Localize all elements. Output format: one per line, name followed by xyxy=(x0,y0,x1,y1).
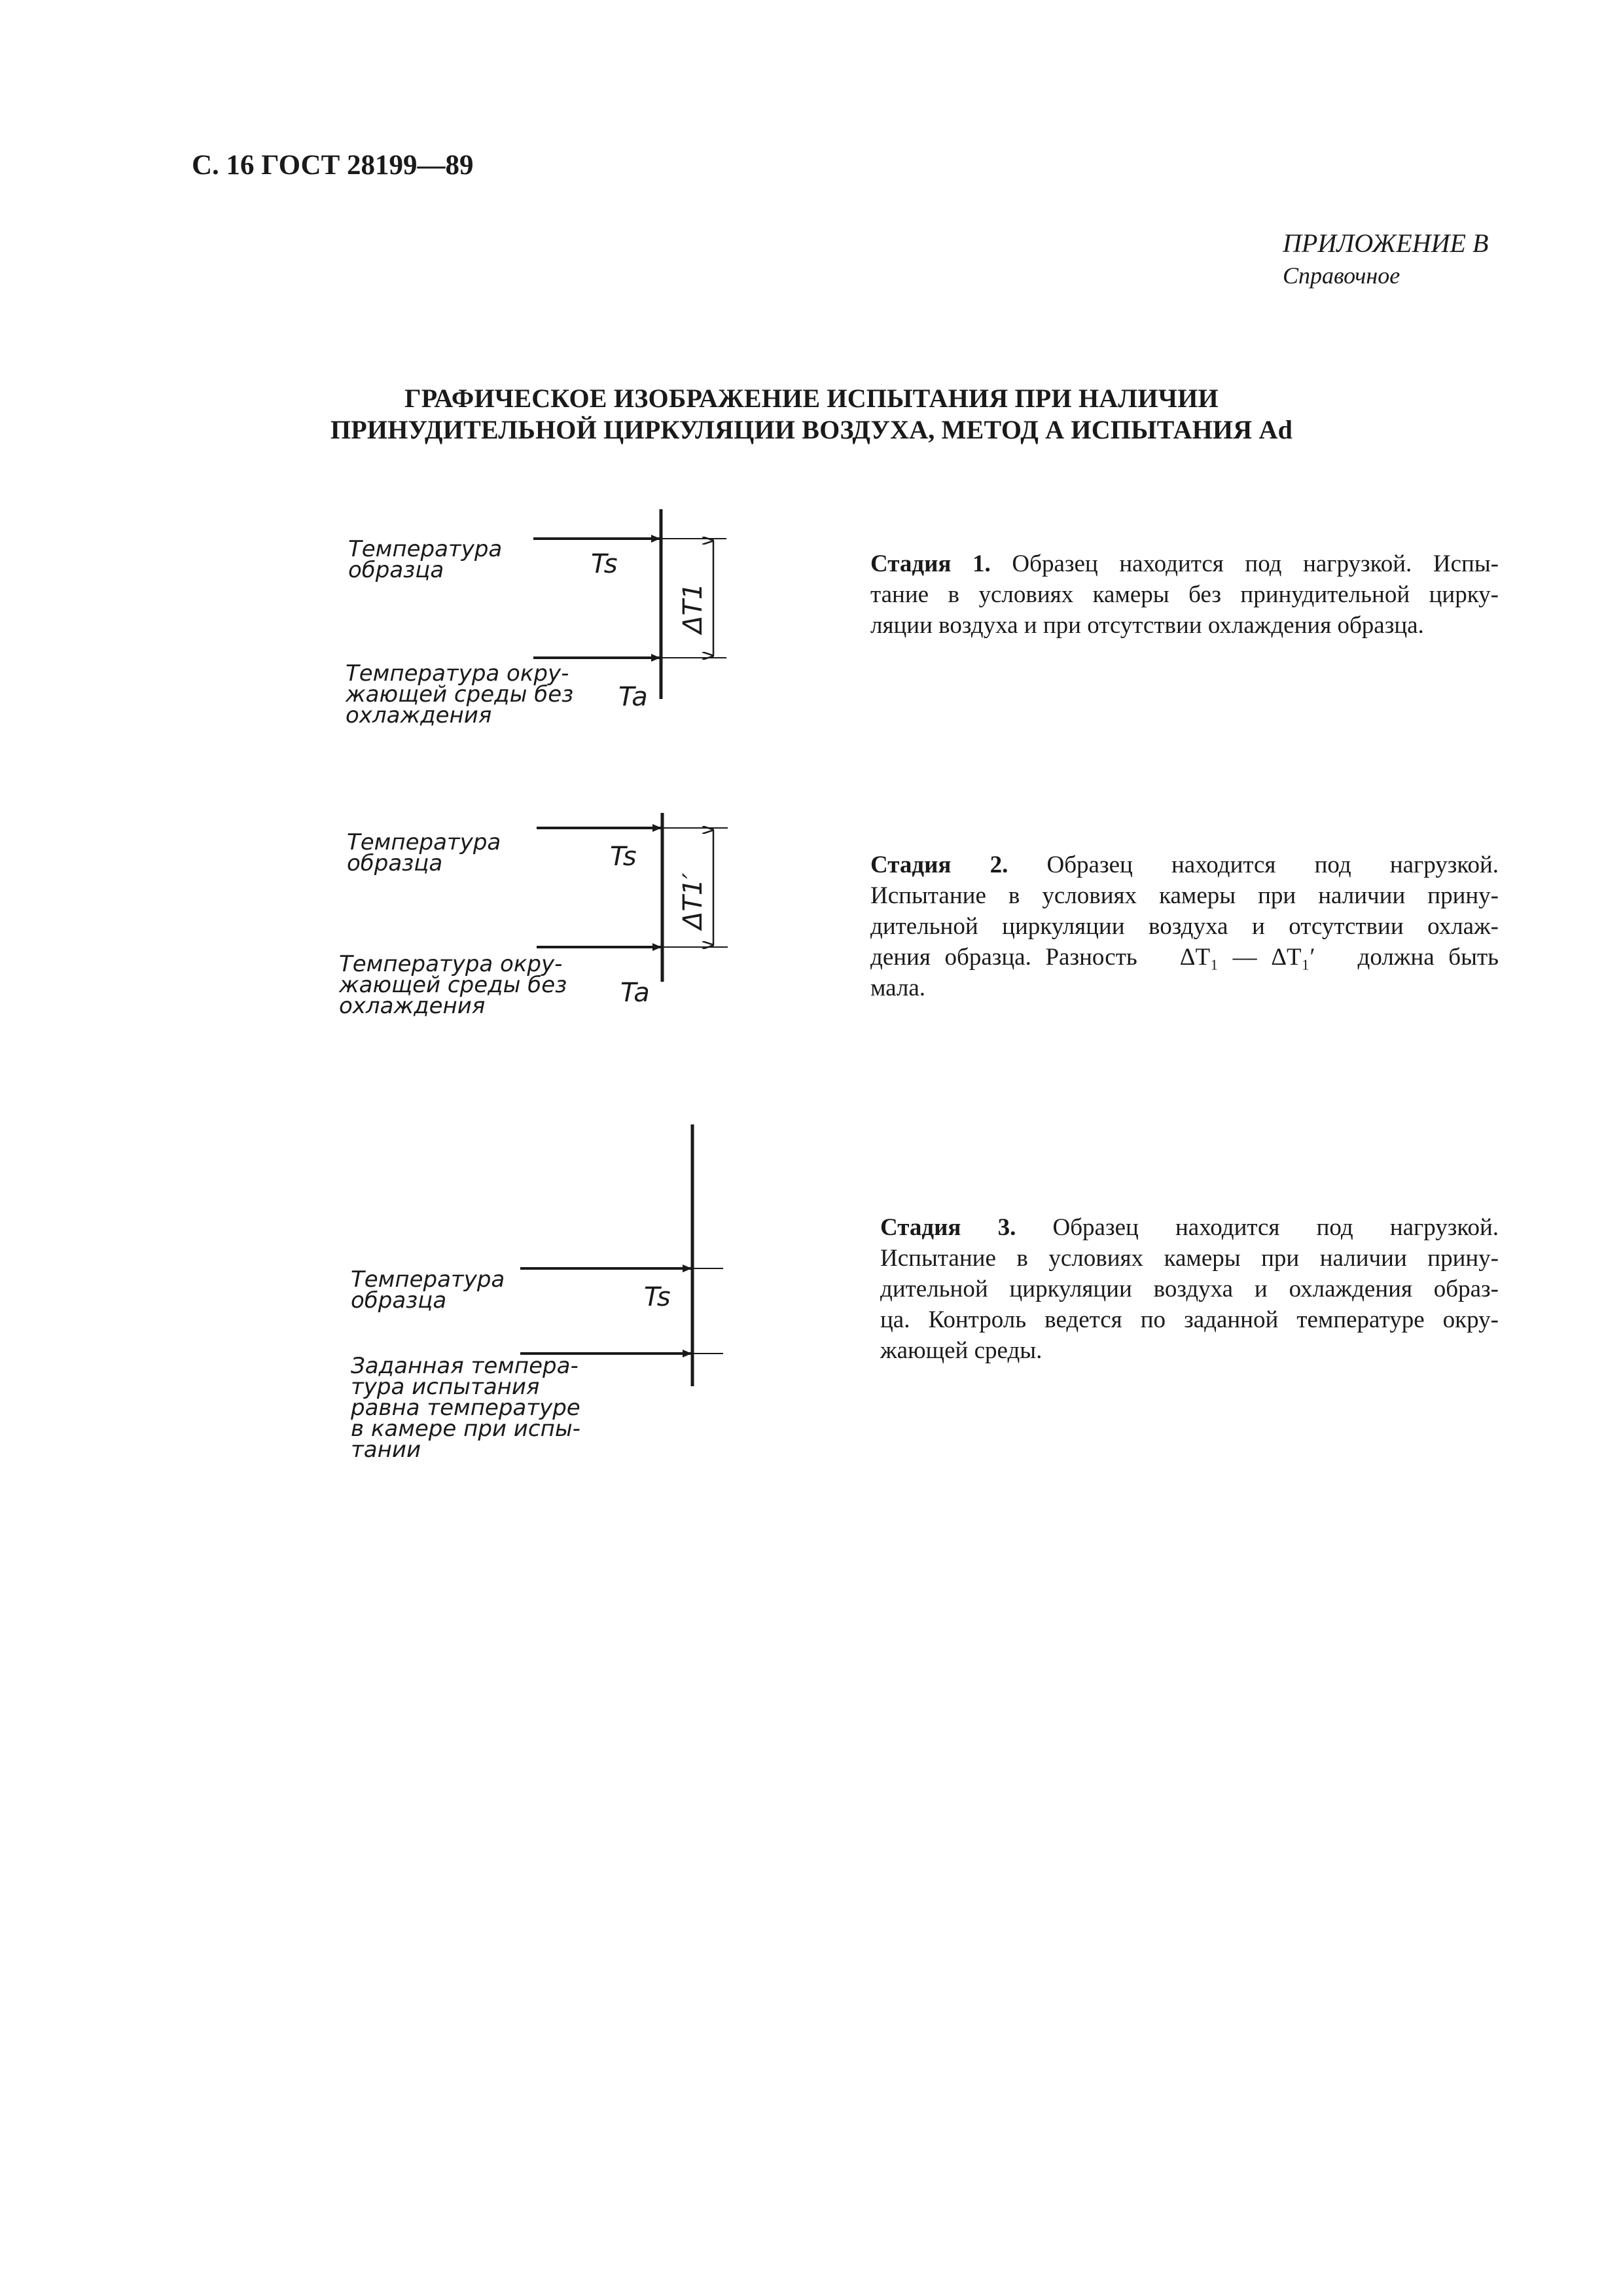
stage-2-line-4-end: должна быть xyxy=(1357,944,1499,971)
diagram-1-ambient-line-1: Температура окру- xyxy=(346,660,569,687)
stage-3-line-5: жающей среды. xyxy=(880,1337,1043,1364)
diagram-1-sample-label-line-2: образца xyxy=(348,557,444,583)
stage-3-label: Стадия 3. xyxy=(880,1214,1016,1241)
diagram-2-delta: ΔT1′ xyxy=(678,872,708,929)
stage-3-text xyxy=(880,1212,1499,1366)
diagram-1-ta: Ta xyxy=(618,682,648,712)
stage-1-text xyxy=(870,548,1499,641)
diagram-3-sample-label-line-1: Температура xyxy=(351,1266,505,1293)
stage-2-label: Стадия 2. xyxy=(870,852,1008,878)
stage-2-line-5: мала. xyxy=(870,975,926,1001)
diagram-1-ambient-line-3: охлаждения xyxy=(346,702,492,728)
diagram-2-sample-label-line-2: образца xyxy=(347,850,443,876)
stage-1-line-2: тание в условиях камеры без принудительной цирку- xyxy=(870,581,1499,608)
diagram-1-delta: ΔT1 xyxy=(678,583,708,634)
title-line-1: ГРАФИЧЕСКОЕ ИЗОБРАЖЕНИЕ ИСПЫТАНИЯ ПРИ НАЛИЧИИ xyxy=(404,384,1219,413)
diagram-2-ambient-line-3: охлаждения xyxy=(339,993,486,1019)
diagram-3-ts: Ts xyxy=(644,1282,671,1312)
stage-3-line-2: Испытание в условиях камеры при наличии прину- xyxy=(880,1245,1499,1272)
diagram-3-label-line-2: тура испытания xyxy=(351,1374,540,1400)
title-line-2: ПРИНУДИТЕЛЬНОЙ ЦИРКУЛЯЦИИ ВОЗДУХА, МЕТОД А ИСПЫТАНИЯ Ad xyxy=(330,415,1293,444)
appendix-sublabel: Справочное xyxy=(1283,262,1400,289)
diagram-2-ta: Ta xyxy=(620,978,650,1008)
diagram-2-sample-label-line-1: Температура xyxy=(347,829,501,855)
diagram-3-label-line-1: Заданная темпера- xyxy=(351,1353,579,1379)
diagram-3-label-line-4: в камере при испы- xyxy=(351,1416,580,1442)
page-header: С. 16 ГОСТ 28199—89 xyxy=(192,150,474,181)
stage-2-line-1: Образец находится под нагрузкой. xyxy=(1046,852,1499,878)
stage-2-formula: ΔT₁ — ΔT₁′ xyxy=(1179,944,1315,971)
stage-1-label: Стадия 1. xyxy=(870,550,991,577)
stage-3-line-3: дительной циркуляции воздуха и охлаждения образ- xyxy=(880,1276,1499,1302)
stage-1-line-3: ляции воздуха и при отсутствии охлаждения образца. xyxy=(870,612,1424,639)
diagram-3-label-line-3: равна температуре xyxy=(351,1395,580,1421)
diagram-2-ambient-line-2: жающей среды без xyxy=(339,972,567,998)
stage-3-line-4: ца. Контроль ведется по заданной температуре окру- xyxy=(880,1306,1499,1333)
diagram-1-ambient-line-2: жающей среды без xyxy=(346,681,574,708)
stage-2-line-2: Испытание в условиях камеры при наличии прину- xyxy=(870,882,1499,909)
diagram-2-ts: Ts xyxy=(610,842,637,872)
diagram-stage-3 xyxy=(350,1124,723,1463)
diagram-2-ambient-line-1: Температура окру- xyxy=(339,951,563,977)
stage-2-text xyxy=(870,850,1499,1003)
diagram-3-label-line-5: тании xyxy=(351,1437,421,1463)
diagram-1-sample-label-line-1: Температура xyxy=(348,536,503,562)
diagram-stage-1 xyxy=(345,509,726,728)
appendix-label: ПРИЛОЖЕНИЕ В xyxy=(1283,228,1489,258)
stage-2-line-3: дительной циркуляции воздуха и отсутствии охлаж- xyxy=(870,913,1499,940)
stage-3-line-1: Образец находится под нагрузкой. xyxy=(1052,1214,1499,1241)
diagram-1-ts: Ts xyxy=(591,549,618,579)
diagram-stage-2 xyxy=(338,813,728,1019)
stage-1-line-1: Образец находится под нагрузкой. Испы- xyxy=(1012,550,1499,577)
diagram-3-sample-label-line-2: образца xyxy=(351,1287,447,1314)
stage-2-line-4: дения образца. Разность xyxy=(870,944,1137,971)
